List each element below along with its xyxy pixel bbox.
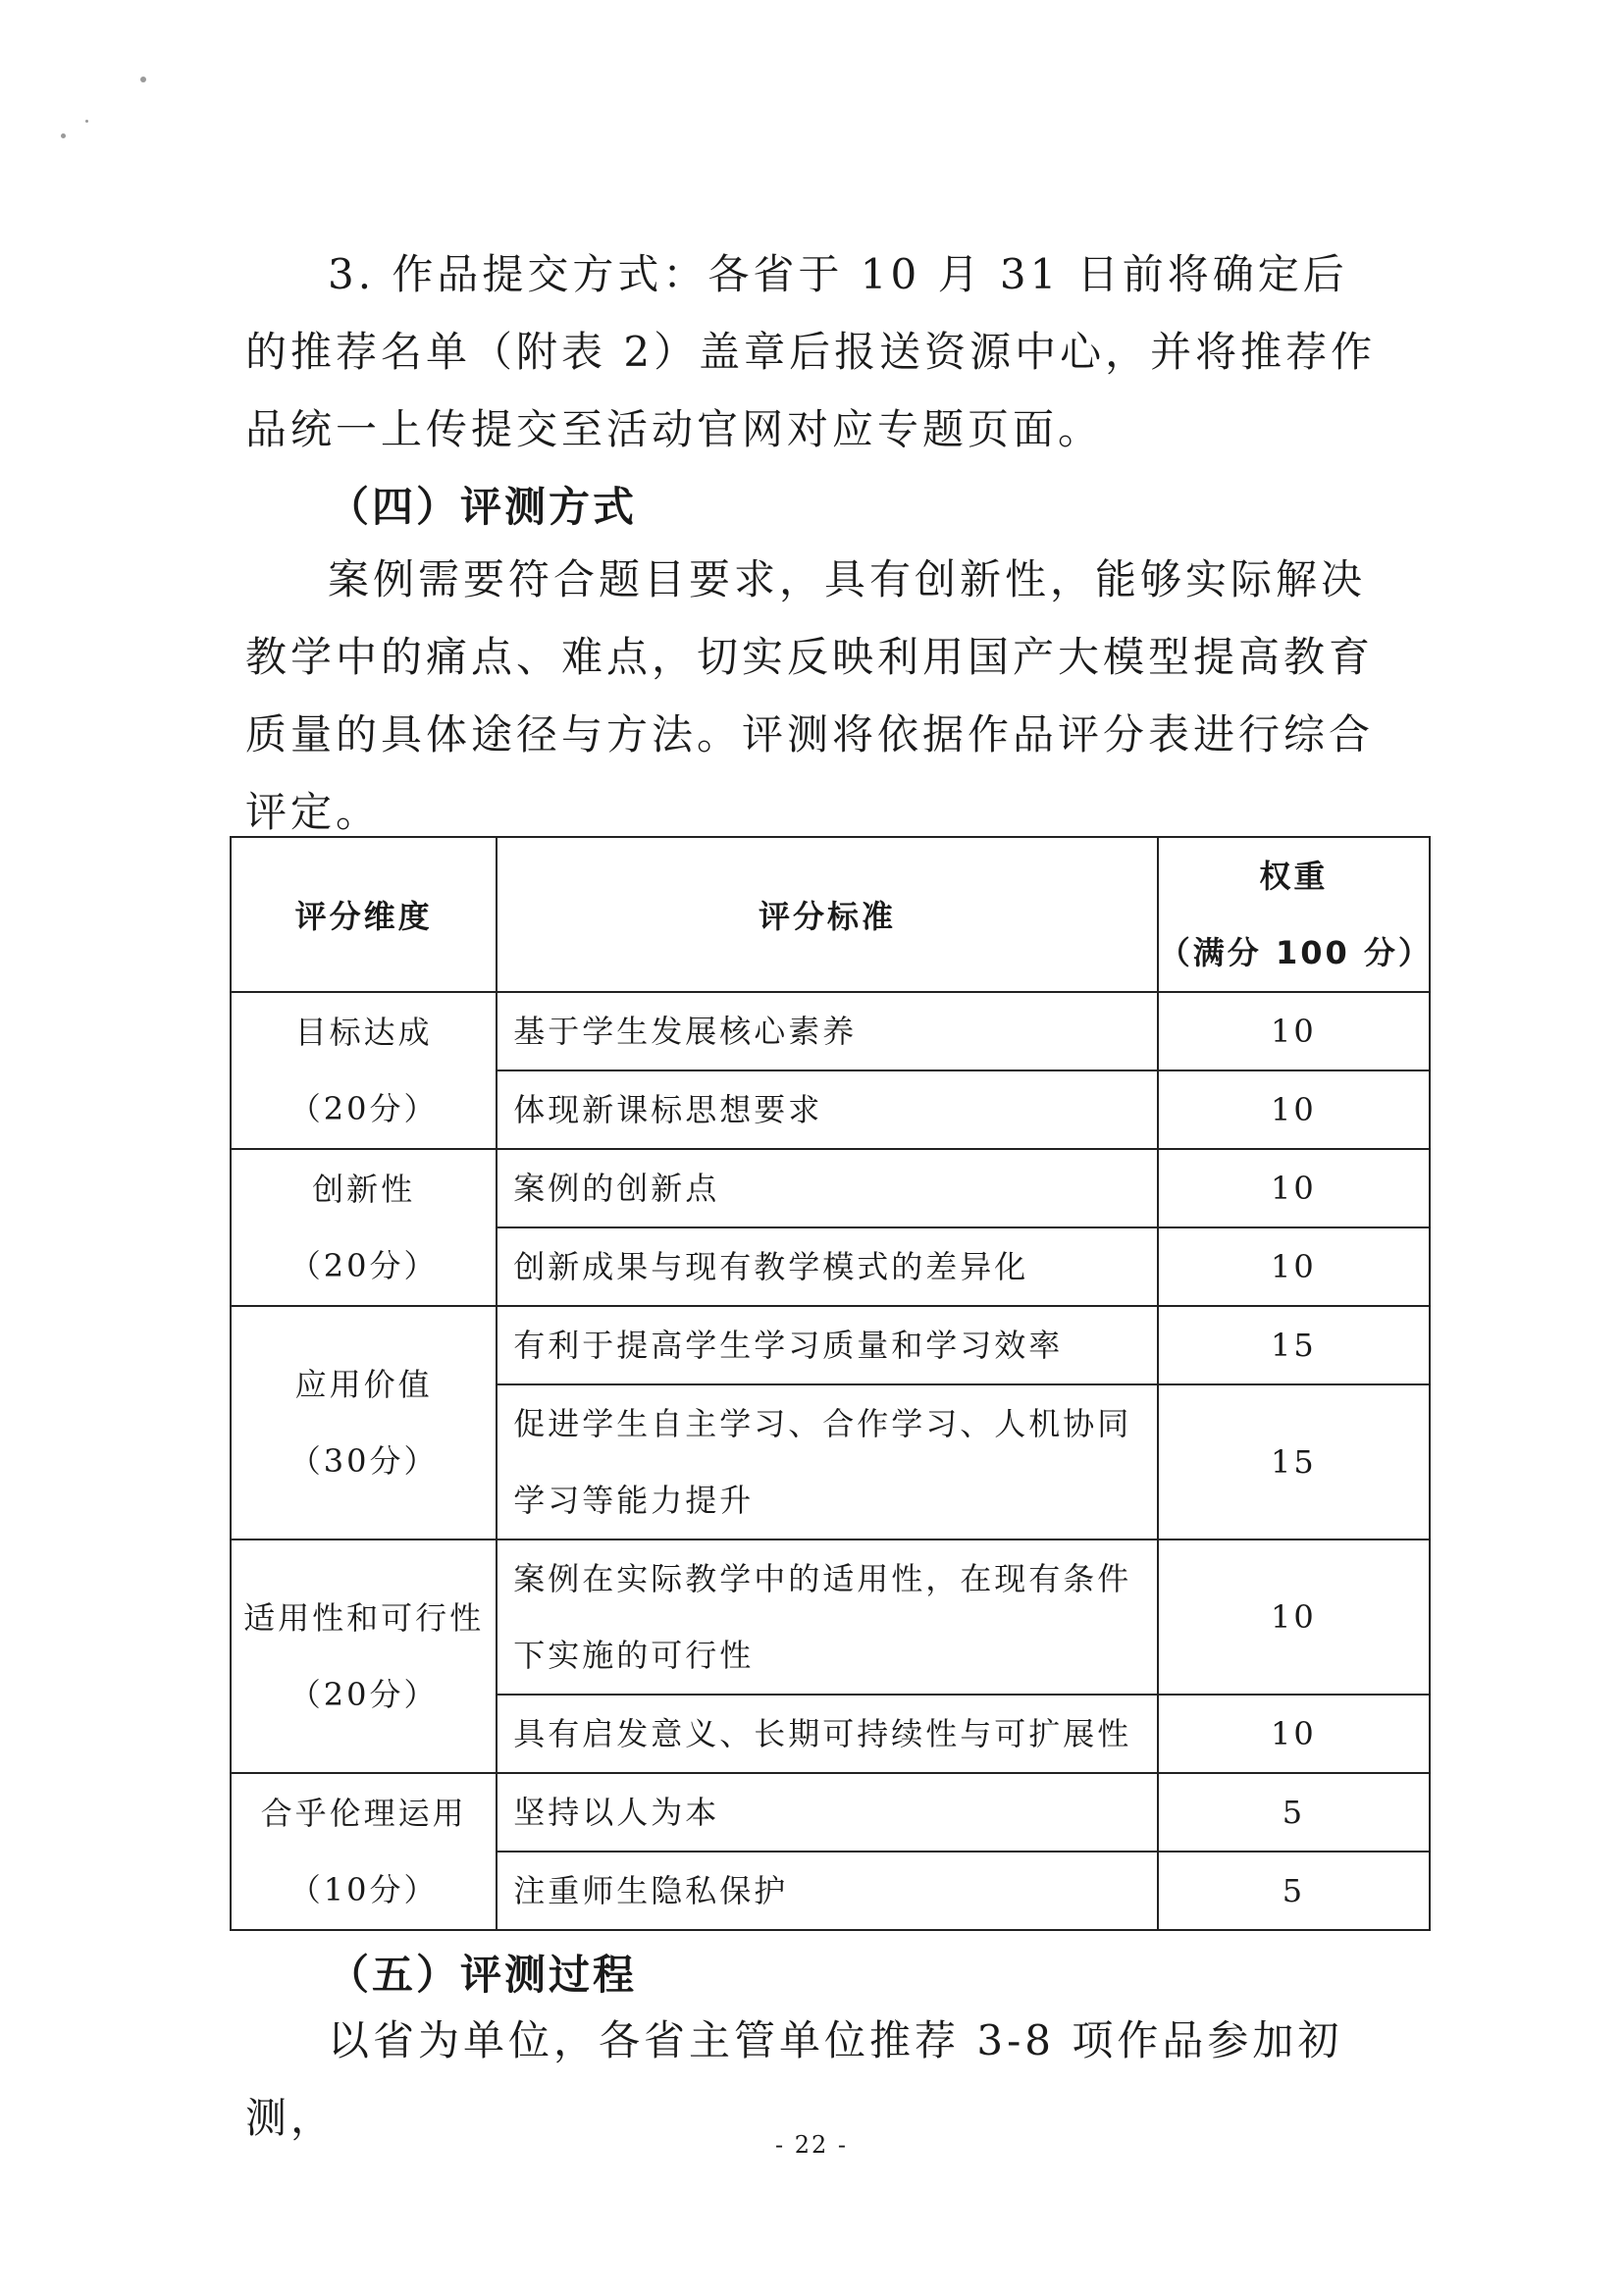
dimension-cell bbox=[231, 992, 497, 1149]
weight-cell: 15 bbox=[1158, 1306, 1430, 1384]
scan-speck bbox=[61, 133, 66, 138]
dimension-score: （20分） bbox=[288, 1090, 439, 1127]
criteria-cell: 有利于提高学生学习质量和学习效率 bbox=[497, 1306, 1158, 1384]
scoring-table bbox=[230, 836, 1431, 1931]
weight-cell: 10 bbox=[1158, 1539, 1430, 1695]
table-row bbox=[231, 992, 1430, 1070]
paragraph-submission: 3. 作品提交方式：各省于 10 月 31 日前将确定后的推荐名单（附表 2）盖章后报送资源中心，并将推荐作品统一上传提交至活动官网对应专题页面。 bbox=[245, 250, 1377, 453]
criteria-cell: 促进学生自主学习、合作学习、人机协同学习等能力提升 bbox=[497, 1384, 1158, 1539]
weight-cell: 5 bbox=[1158, 1852, 1430, 1930]
header-weight-label: 权重 bbox=[1259, 858, 1329, 895]
weight-cell: 10 bbox=[1158, 1227, 1430, 1306]
weight-cell: 15 bbox=[1158, 1384, 1430, 1539]
header-dimension: 评分维度 bbox=[231, 837, 497, 992]
dimension-score: （10分） bbox=[288, 1871, 439, 1908]
dimension-name: 应用价值 bbox=[294, 1366, 433, 1403]
table-row bbox=[231, 1539, 1430, 1695]
dimension-name: 创新性 bbox=[312, 1171, 416, 1208]
scan-speck bbox=[140, 77, 146, 82]
criteria-cell: 体现新课标思想要求 bbox=[497, 1070, 1158, 1149]
dimension-score: （30分） bbox=[288, 1442, 439, 1480]
criteria-cell: 案例在实际教学中的适用性，在现有条件下实施的可行性 bbox=[497, 1539, 1158, 1695]
criteria-cell: 注重师生隐私保护 bbox=[497, 1852, 1158, 1930]
dimension-score: （20分） bbox=[288, 1676, 439, 1713]
weight-cell: 10 bbox=[1158, 992, 1430, 1070]
scan-speck bbox=[85, 120, 88, 123]
dimension-cell bbox=[231, 1149, 497, 1306]
dimension-name: 合乎伦理运用 bbox=[260, 1795, 467, 1832]
weight-cell: 10 bbox=[1158, 1070, 1430, 1149]
dimension-cell bbox=[231, 1539, 497, 1773]
criteria-cell: 案例的创新点 bbox=[497, 1149, 1158, 1227]
dimension-name: 目标达成 bbox=[294, 1014, 433, 1051]
criteria-cell: 创新成果与现有教学模式的差异化 bbox=[497, 1227, 1158, 1306]
heading-evaluation-method: （四）评测方式 bbox=[328, 483, 638, 531]
dimension-cell bbox=[231, 1773, 497, 1930]
weight-cell: 5 bbox=[1158, 1773, 1430, 1852]
weight-cell: 10 bbox=[1158, 1149, 1430, 1227]
dimension-name: 适用性和可行性 bbox=[243, 1599, 485, 1637]
paragraph-evaluation: 案例需要符合题目要求，具有创新性，能够实际解决教学中的痛点、难点，切实反映利用国产大模型提高教育质量的具体途径与方法。评测将依据作品评分表进行综合评定。 bbox=[245, 555, 1375, 836]
table-row bbox=[231, 1149, 1430, 1227]
page-number: - 22 - bbox=[774, 2131, 848, 2159]
paragraph-process: 以省为单位，各省主管单位推荐 3-8 项作品参加初测， bbox=[245, 2016, 1343, 2142]
weight-cell: 10 bbox=[1158, 1695, 1430, 1773]
table-row bbox=[231, 1306, 1430, 1384]
header-weight bbox=[1158, 837, 1433, 992]
criteria-cell: 坚持以人为本 bbox=[497, 1773, 1158, 1852]
header-criteria: 评分标准 bbox=[497, 837, 1158, 992]
heading-evaluation-process: （五）评测过程 bbox=[328, 1951, 638, 1999]
dimension-score: （20分） bbox=[288, 1247, 439, 1284]
header-weight-total: （满分 100 分） bbox=[1158, 934, 1433, 971]
table-row bbox=[231, 1773, 1430, 1852]
criteria-cell: 具有启发意义、长期可持续性与可扩展性 bbox=[497, 1695, 1158, 1773]
dimension-cell bbox=[231, 1306, 497, 1539]
criteria-cell: 基于学生发展核心素养 bbox=[497, 992, 1158, 1070]
